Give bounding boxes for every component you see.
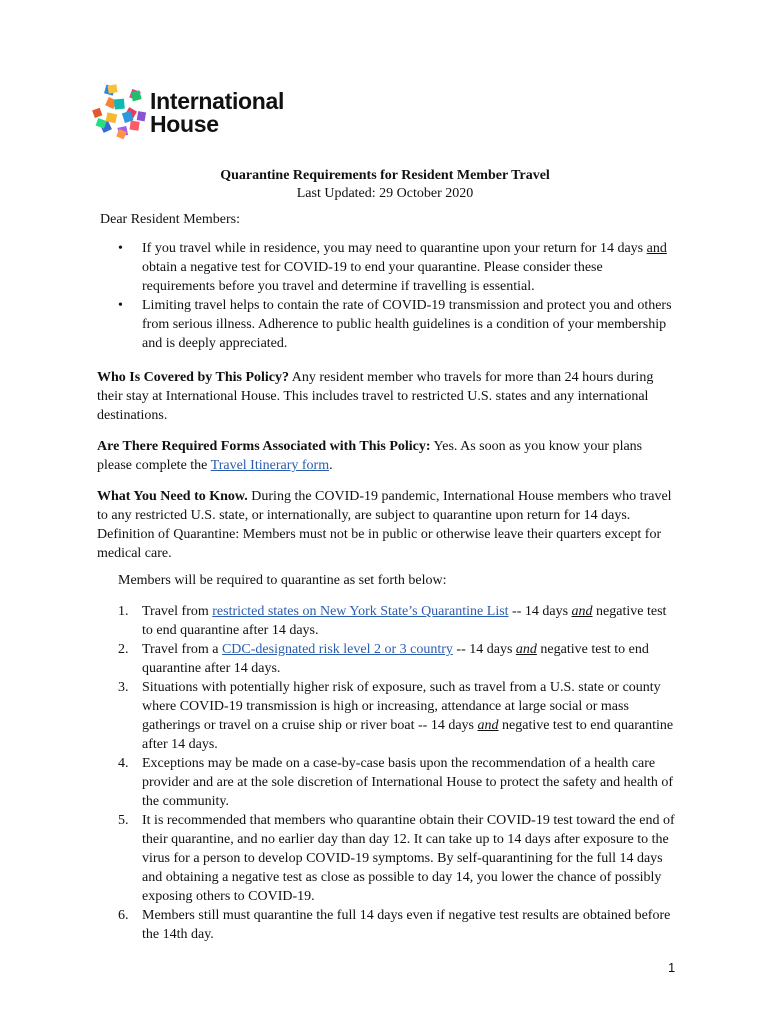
travel-itinerary-form-link[interactable]: Travel Itinerary form xyxy=(210,458,330,473)
international-house-logo xyxy=(90,80,330,144)
need-to-know-heading: What You Need to Know. xyxy=(97,489,248,504)
rule-text-pre: Travel from xyxy=(142,604,213,619)
rule-item xyxy=(118,678,678,754)
rule-number: 3. xyxy=(118,680,129,695)
rule-text-mid: -- 14 days xyxy=(452,642,516,657)
rule-text-pre: Travel from a xyxy=(142,642,222,657)
rule-item xyxy=(118,811,678,906)
salutation: Dear Resident Members: xyxy=(100,212,240,227)
bullet-text-post: obtain a negative test for COVID-19 to end your quarantine. Please consider these requirements before you travel and determine if travelling is essential. xyxy=(142,260,603,294)
forms-paragraph xyxy=(97,437,672,475)
intro-bullet-list xyxy=(118,239,678,353)
bullet-marker: • xyxy=(118,241,123,256)
bullet-item xyxy=(118,239,678,296)
rule-text-post: negative test to end quarantine after 14 days. xyxy=(142,604,667,638)
rule-text-post: negative test to end quarantine after 14 days. xyxy=(142,642,649,676)
covered-heading: Who Is Covered by This Policy? xyxy=(97,370,290,385)
rule-number: 1. xyxy=(118,604,129,619)
rule-emphasis: and xyxy=(515,642,537,657)
rule-number: 2. xyxy=(118,642,129,657)
quarantine-rules-list xyxy=(118,602,678,944)
rule-number: 6. xyxy=(118,908,129,923)
rule-text-post: negative test to end quarantine after 14 days. xyxy=(142,718,674,752)
forms-end: . xyxy=(329,458,333,473)
forms-heading: Are There Required Forms Associated with This Policy: xyxy=(97,439,431,454)
bullet-marker: • xyxy=(118,298,123,313)
ny-quarantine-list-link[interactable]: restricted states on New York State’s Quarantine List xyxy=(212,604,509,619)
rule-text-mid: -- 14 days xyxy=(508,604,572,619)
rule-emphasis: and xyxy=(571,604,593,619)
rule-number: 4. xyxy=(118,756,129,771)
covered-paragraph xyxy=(97,368,672,425)
covered-text: Any resident member who travels for more than 24 hours during their stay at International House. This includes travel to restricted U.S. states and any international destinations. xyxy=(97,370,654,423)
rule-number: 5. xyxy=(118,813,129,828)
rule-text: Exceptions may be made on a case-by-case basis upon the recommendation of a health care provider and are at the sole discretion of International House to protect the safety and health of the community. xyxy=(142,756,674,809)
members-intro: Members will be required to quarantine as set forth below: xyxy=(118,573,447,588)
need-to-know-paragraph xyxy=(97,487,672,563)
bullet-text-pre: If you travel while in residence, you may need to quarantine upon your return for 14 days xyxy=(142,241,647,256)
rule-item xyxy=(118,602,678,640)
globe-logo-icon xyxy=(90,80,150,142)
rule-text-pre: Situations with potentially higher risk of exposure, such as travel from a U.S. state or county where COVID-19 transmission is high or increasing, attendance at large social or mass gatherings or travel on a cruise ship or river boat -- 14 days xyxy=(142,680,661,733)
bullet-text: Limiting travel helps to contain the rate of COVID-19 transmission and protect you and others from serious illness. Adherence to public health guidelines is a condition of your membership and is deeply appreciated. xyxy=(142,298,672,351)
last-updated: Last Updated: 29 October 2020 xyxy=(296,186,474,201)
rule-text: It is recommended that members who quarantine obtain their COVID-19 test toward the end of their quarantine, and no earlier day than day 12. It can take up to 14 days after exposure to the virus for a person to develop COVID-19 symptoms. By self-quarantining for the full 14 days and obtaining a negative test as close as possible to day 14, you lower the chance of possibly exposing others to COVID-19. xyxy=(142,813,675,904)
bullet-underlined-word: and xyxy=(646,241,667,256)
cdc-risk-level-link[interactable]: CDC-designated risk level 2 or 3 country xyxy=(221,642,453,657)
document-title: Quarantine Requirements for Resident Member Travel xyxy=(220,168,550,183)
rule-item xyxy=(118,906,678,944)
logo-line-1: International xyxy=(150,88,285,114)
page-number: 1 xyxy=(668,960,676,975)
logo-wordmark xyxy=(150,90,284,136)
rule-emphasis: and xyxy=(477,718,499,733)
rule-item xyxy=(118,754,678,811)
logo-line-2: House xyxy=(150,111,219,137)
forms-text: Yes. As soon as you know your plans please complete the xyxy=(97,439,643,473)
rule-text: Members still must quarantine the full 14 days even if negative test results are obtained before the 14th day. xyxy=(142,908,671,942)
rule-item xyxy=(118,640,678,678)
need-to-know-text: During the COVID-19 pandemic, International House members who travel to any restricted U.S. state, or internationally, are subject to quarantine upon return for 14 days. Definition of Quarantine: Members must not be in public or otherwise leave their quarters except for medical care. xyxy=(97,489,672,561)
bullet-item xyxy=(118,296,678,353)
